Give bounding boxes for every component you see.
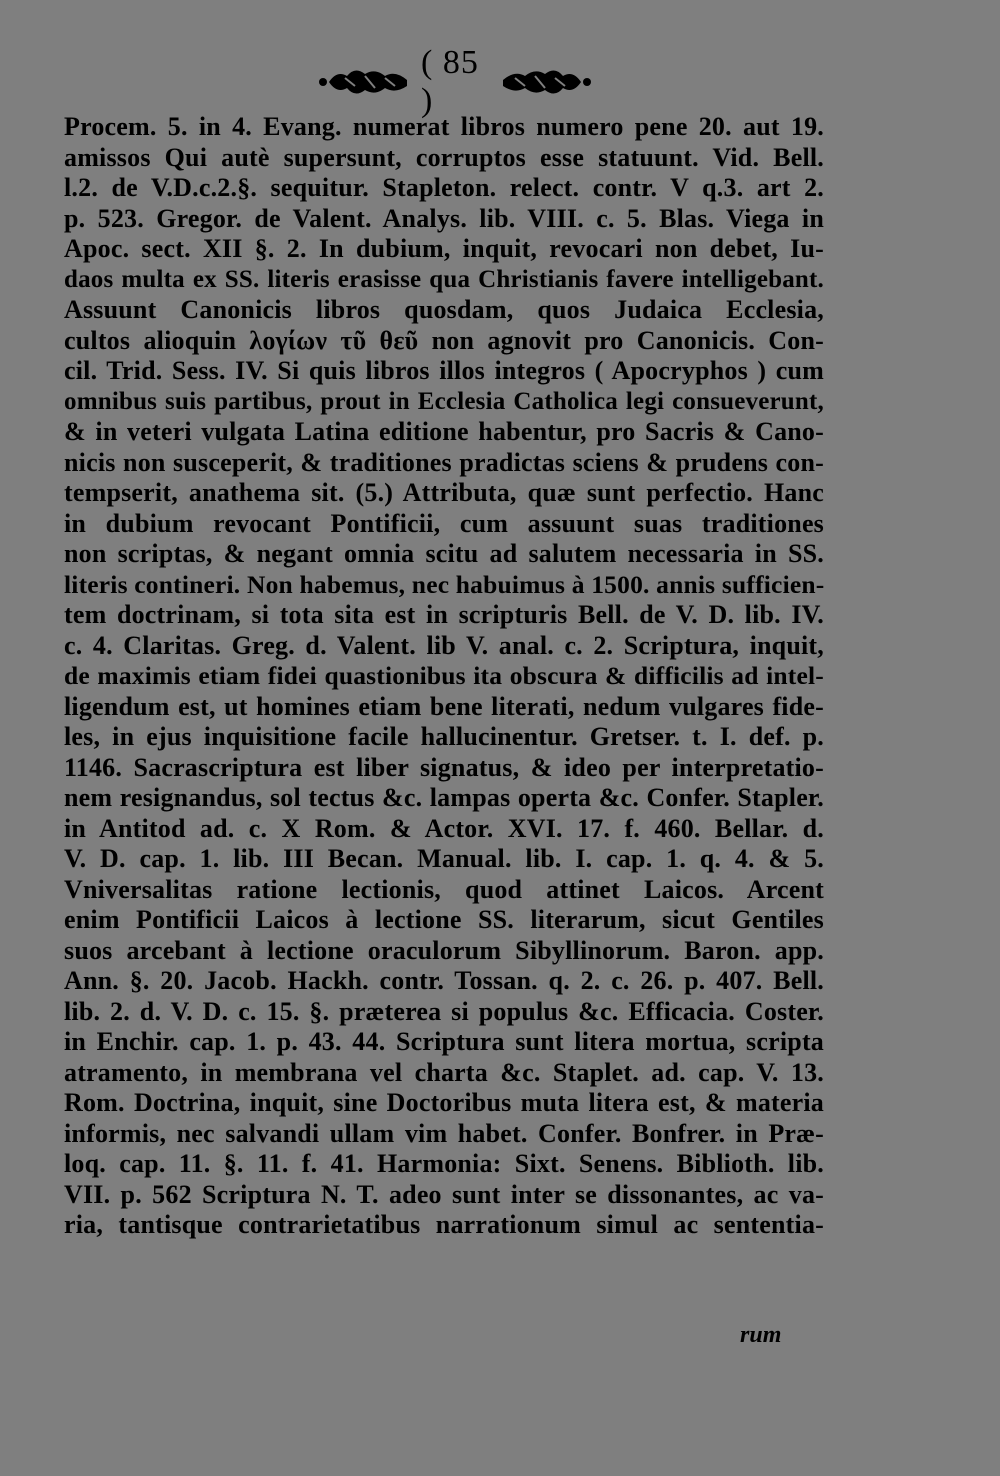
text-line: cultos alioquin λογίων τῦ θεῦ non agnovit pro Canonicis. Con- xyxy=(64,325,824,355)
text-line: in Enchir. cap. 1. p. 43. 44. Scriptura sunt litera mortua, scripta xyxy=(64,1027,824,1056)
catchword: rum xyxy=(740,1322,782,1348)
text-line: tempserit, anathema sit. (5.) Attributa, quæ sunt perfectio. Hanc xyxy=(64,478,824,507)
text-line: Ann. §. 20. Jacob. Hackh. contr. Tossan. q. 2. c. 26. p. 407. Bell. xyxy=(64,966,824,995)
text-line: Apoc. sect. XII §. 2. In dubium, inquit, revocari non debet, Iu- xyxy=(64,234,824,263)
text-line: tem doctrinam, si tota sita est in scripturis Bell. de V. D. lib. IV. xyxy=(64,600,824,629)
text-line: nem resignandus, sol tectus &c. lampas operta &c. Confer. Stapler. xyxy=(64,783,824,812)
text-line: in dubium revocant Pontificii, cum assuunt suas traditiones xyxy=(64,508,824,538)
text-line: informis, nec salvandi ullam vim habet. Confer. Bonfrer. in Præ- xyxy=(64,1118,824,1148)
text-line: amissos Qui autè supersunt, corruptos esse statuunt. Vid. Bell. xyxy=(64,142,824,172)
page-header xyxy=(315,44,595,119)
text-line: atramento, in membrana vel charta &c. Staplet. ad. cap. V. 13. xyxy=(64,1057,824,1087)
text-line: de maximis etiam fidei quastionibus ita obscura & difficilis ad intel- xyxy=(64,661,824,690)
text-line: suos arcebant à lectione oraculorum Sibyllinorum. Baron. app. xyxy=(64,935,824,965)
text-line: Vniversalitas ratione lectionis, quod attinet Laicos. Arcent xyxy=(64,874,824,904)
body-text xyxy=(64,112,824,1241)
text-line: l.2. de V.D.c.2.§. sequitur. Stapleton. relect. contr. V q.3. art 2. xyxy=(64,173,824,202)
text-line: lib. 2. d. V. D. c. 15. §. præterea si populus &c. Efficacia. Coster. xyxy=(64,996,824,1026)
text-line: daos multa ex SS. literis erasisse qua Christianis favere intelligebant. xyxy=(64,265,824,293)
text-line: Procem. 5. in 4. Evang. numerat libros numero pene 20. aut 19. xyxy=(64,112,824,141)
text-line: V. D. cap. 1. lib. III Becan. Manual. lib. I. cap. 1. q. 4. & 5. xyxy=(64,844,824,873)
text-line: enim Pontificii Laicos à lectione SS. literarum, sicut Gentiles xyxy=(64,905,824,934)
text-line: literis contineri. Non habemus, nec habuimus à 1500. annis sufficien- xyxy=(64,569,824,599)
page-number: ( 85 ) xyxy=(421,44,479,119)
text-line: non scriptas, & negant omnia scitu ad salutem necessaria in SS. xyxy=(64,539,824,568)
text-line: cil. Trid. Sess. IV. Si quis libros illos integros ( Apocryphos ) cum xyxy=(64,356,824,385)
text-line: Assuunt Canonicis libros quosdam, quos Judaica Ecclesia, xyxy=(64,295,824,324)
text-line: & in veteri vulgata Latina editione habentur, pro Sacris & Cano- xyxy=(64,417,824,446)
text-line: p. 523. Gregor. de Valent. Analys. lib. VIII. c. 5. Blas. Viega in xyxy=(64,203,824,233)
text-line: ria, tantisque contrarietatibus narrationum simul ac sententia- xyxy=(64,1210,824,1239)
text-line: ligendum est, ut homines etiam bene literati, nedum vulgares fide- xyxy=(64,691,824,721)
text-line: VII. p. 562 Scriptura N. T. adeo sunt inter se dissonantes, ac va- xyxy=(64,1179,824,1209)
left-ornament-icon xyxy=(315,64,411,100)
text-line: loq. cap. 11. §. 11. f. 41. Harmonia: Sixt. Senens. Biblioth. lib. xyxy=(64,1149,824,1178)
text-line: omnibus suis partibus, prout in Ecclesia Catholica legi consueverunt, xyxy=(64,387,824,415)
text-line: Rom. Doctrina, inquit, sine Doctoribus muta litera est, & materia xyxy=(64,1088,824,1117)
text-line: c. 4. Claritas. Greg. d. Valent. lib V. anal. c. 2. Scriptura, inquit, xyxy=(64,630,824,660)
right-ornament-icon xyxy=(499,64,595,100)
text-line: les, in ejus inquisitione facile hallucinentur. Gretser. t. I. def. p. xyxy=(64,722,824,751)
text-line: in Antitod ad. c. X Rom. & Actor. XVI. 17. f. 460. Bellar. d. xyxy=(64,813,824,843)
text-line: 1146. Sacrascriptura est liber signatus, & ideo per interpretatio- xyxy=(64,752,824,782)
text-line: nicis non susceperit, & traditiones pradictas sciens & prudens con- xyxy=(64,447,824,477)
